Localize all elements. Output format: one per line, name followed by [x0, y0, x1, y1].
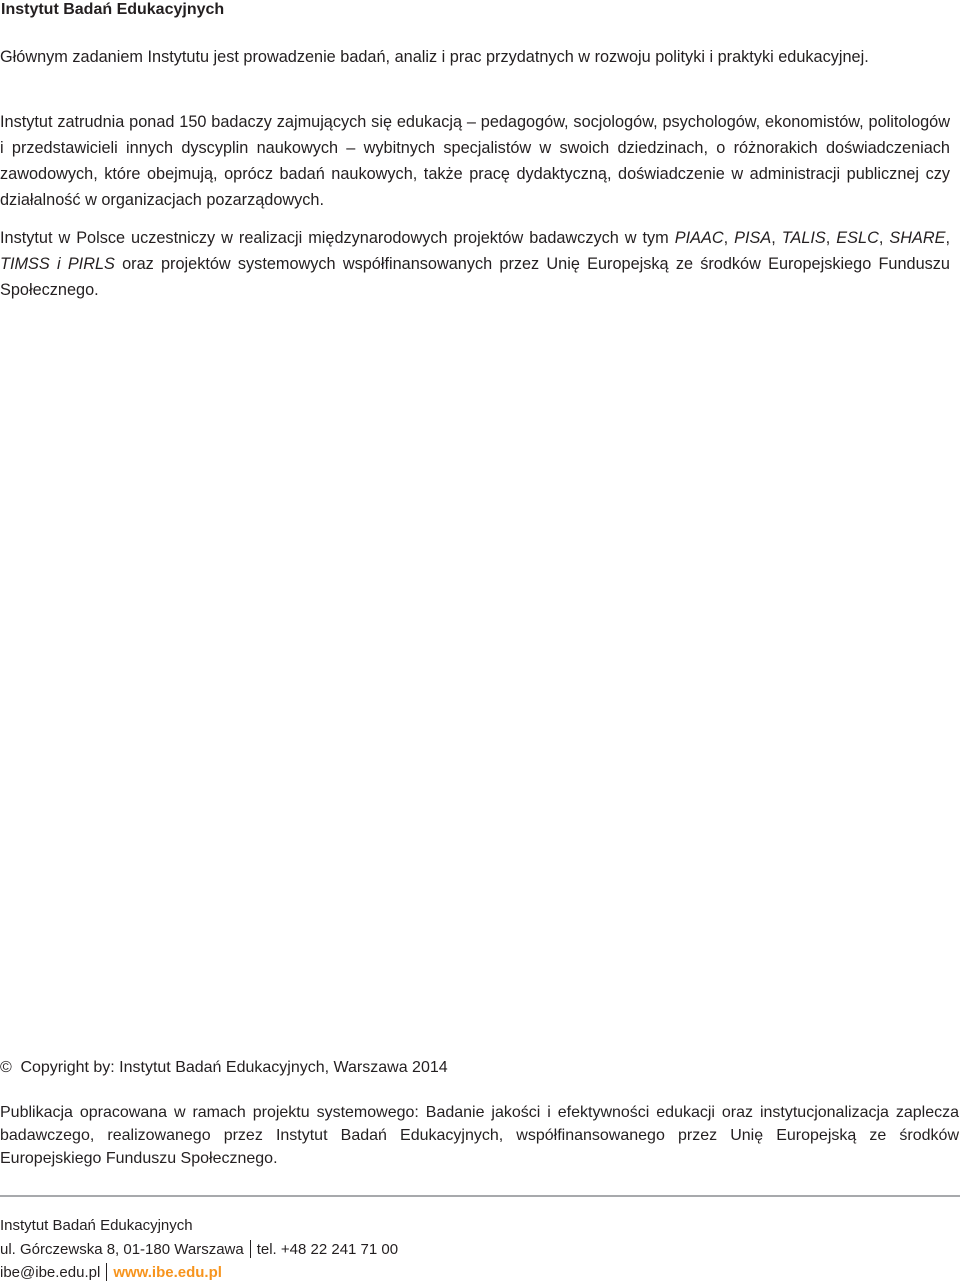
copyright-text: Copyright by: Instytut Badań Edukacyjnych, Warszawa 2014 — [20, 1059, 448, 1076]
footer-email-link[interactable]: ibe@ibe.edu.pl — [0, 1264, 101, 1281]
projects-text-end: oraz projektów systemowych współfinansowanych przez Unię Europejską ze środków Europejskiego Funduszu Społecznego. — [0, 255, 950, 299]
footer-website-link[interactable]: www.ibe.edu.pl — [113, 1264, 222, 1281]
footer-separator — [106, 1263, 107, 1281]
project-piaac: PIAAC — [674, 229, 724, 247]
footer-address: ul. Górczewska 8, 01-180 Warszawa — [0, 1241, 244, 1258]
footer-institute-name: Instytut Badań Edukacyjnych — [0, 1217, 193, 1234]
project-timss-pirls: TIMSS i PIRLS — [0, 255, 115, 273]
project-eslc: ESLC — [836, 229, 879, 247]
project-share: SHARE — [889, 229, 946, 247]
project-talis: TALIS — [781, 229, 826, 247]
footer-contact-line — [0, 1263, 222, 1283]
projects-text-start: Instytut w Polsce uczestniczy w realizacji międzynarodowych projektów badawczych w tym — [0, 229, 675, 247]
separator: , — [825, 229, 837, 247]
projects-paragraph — [0, 225, 950, 303]
separator: , — [771, 229, 782, 247]
separator: , — [878, 229, 890, 247]
staff-paragraph: Instytut zatrudnia ponad 150 badaczy zajmujących się edukacją – pedagogów, socjologów, psychologów, ekonomistów, politologów i przedstawicieli innych dyscyplin naukowych – wybitnych specjalistów w swoich dziedzinach, o różnorakich doświadczeniach zawodowych, które obejmują, oprócz badań naukowych, także pracę dydaktyczną, doświadczenie w administracji publicznej czy działalność w organizacjach pozarządowych. — [0, 113, 950, 209]
project-pisa: PISA — [734, 229, 772, 247]
footer-separator — [250, 1240, 251, 1258]
separator: , — [723, 229, 735, 247]
footer-phone: tel. +48 22 241 71 00 — [256, 1241, 399, 1258]
footer-divider — [0, 1195, 960, 1197]
publication-note: Publikacja opracowana w ramach projektu systemowego: Badanie jakości i efektywności edukacji oraz instytucjonalizacja zaplecza badawczego, realizowanego przez Instytut Badań Edukacyjnych, współfinansowanego przez Unię Europejską ze środków Europejskiego Funduszu Społecznego. — [0, 1104, 959, 1167]
intro-paragraph: Głównym zadaniem Instytutu jest prowadzenie badań, analiz i prac przydatnych w rozwoju polityki i praktyki edukacyjnej. — [0, 48, 869, 66]
copyright-line — [0, 1057, 448, 1079]
footer-address-line — [0, 1240, 398, 1260]
copyright-icon: © — [0, 1059, 12, 1076]
page-title: Instytut Badań Edukacyjnych — [1, 1, 225, 18]
separator: , — [945, 229, 950, 247]
